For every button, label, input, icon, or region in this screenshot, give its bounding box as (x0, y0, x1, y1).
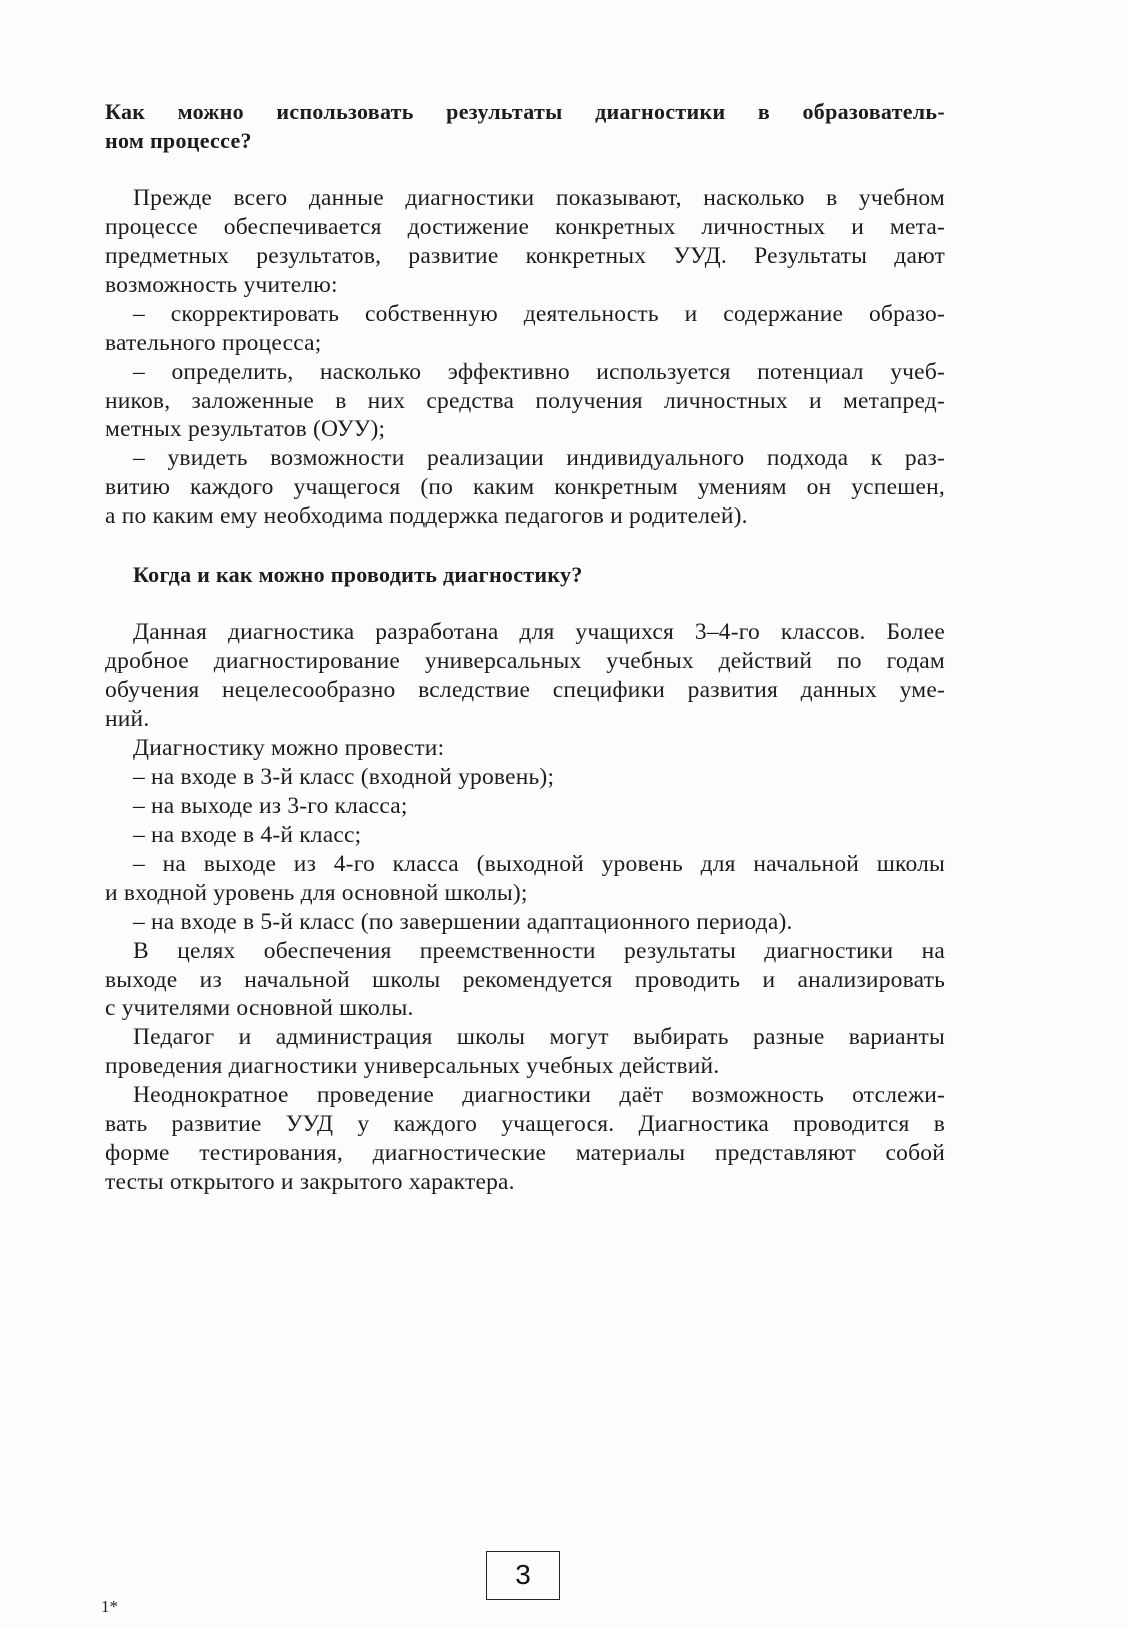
paragraph-line: Педагог и администрация школы могут выбирать разные варианты (133, 1024, 945, 1051)
signature-mark: 1* (101, 1597, 118, 1616)
list-item-line: а по каким ему необходима поддержка педагогов и родителей). (105, 503, 748, 530)
paragraph-line: проведения диагностики универсальных учебных действий. (105, 1053, 720, 1080)
list-item-line: – на выходе из 4-го класса (выходной уровень для начальной школы (133, 850, 945, 877)
list-item-line: и входной уровень для основной школы); (105, 879, 528, 906)
section-heading: Как можно использовать результаты диагностики в образователь- (105, 99, 945, 124)
list-item-line: – на входе в 3-й класс (входной уровень); (133, 763, 555, 790)
list-item-line: метных результатов (ОУУ); (105, 416, 386, 443)
list-item-line: – на входе в 4-й класс; (133, 821, 362, 848)
paragraph-line: Неоднократное проведение диагностики даёт возможность отслежи- (133, 1082, 945, 1109)
list-item-line: – на выходе из 3-го класса; (133, 792, 408, 819)
paragraph-line: выходе из начальной школы рекомендуется проводить и анализировать (105, 966, 945, 993)
paragraph-line: дробное диагностирование универсальных учебных действий по годам (105, 648, 945, 675)
paragraph-line: вать развитие УУД у каждого учащегося. Диагностика проводится в (105, 1111, 945, 1138)
list-item-line: – определить, насколько эффективно используется потенциал учеб- (133, 358, 945, 385)
section-heading: ном процессе? (105, 127, 252, 153)
list-item-line: вательного процесса; (105, 329, 322, 356)
paragraph-line: Прежде всего данные диагностики показывают, насколько в учебном (133, 184, 945, 211)
paragraph-line: процессе обеспечивается достижение конкретных личностных и мета- (105, 213, 945, 240)
paragraph-line: ний. (105, 705, 150, 732)
paragraph-line: предметных результатов, развитие конкретных УУД. Результаты дают (105, 242, 945, 269)
paragraph-line: возможность учителю: (105, 271, 338, 298)
paragraph-line: Диагностику можно провести: (133, 734, 445, 761)
section-heading: Когда и как можно проводить диагностику? (133, 562, 583, 588)
paragraph-line: тесты открытого и закрытого характера. (105, 1169, 515, 1196)
list-item-line: – на входе в 5-й класс (по завершении адаптационного периода). (133, 908, 793, 935)
paragraph-line: форме тестирования, диагностические материалы представляют собой (105, 1140, 945, 1167)
paragraph-line: Данная диагностика разработана для учащихся 3–4-го классов. Более (133, 619, 945, 646)
paragraph-line: с учителями основной школы. (105, 995, 414, 1022)
paragraph-line: обучения нецелесообразно вследствие специфики развития данных уме- (105, 677, 945, 703)
paragraph-line: В целях обеспечения преемственности результаты диагностики на (133, 937, 945, 964)
page-number: 3 (486, 1551, 560, 1600)
list-item-line: – скорректировать собственную деятельность и содержание образо- (133, 300, 945, 327)
list-item-line: ников, заложенные в них средства получения личностных и метапред- (105, 387, 945, 414)
list-item-line: – увидеть возможности реализации индивидуального подхода к раз- (133, 445, 945, 472)
list-item-line: витию каждого учащегося (по каким конкретным умениям он успешен, (105, 474, 945, 501)
